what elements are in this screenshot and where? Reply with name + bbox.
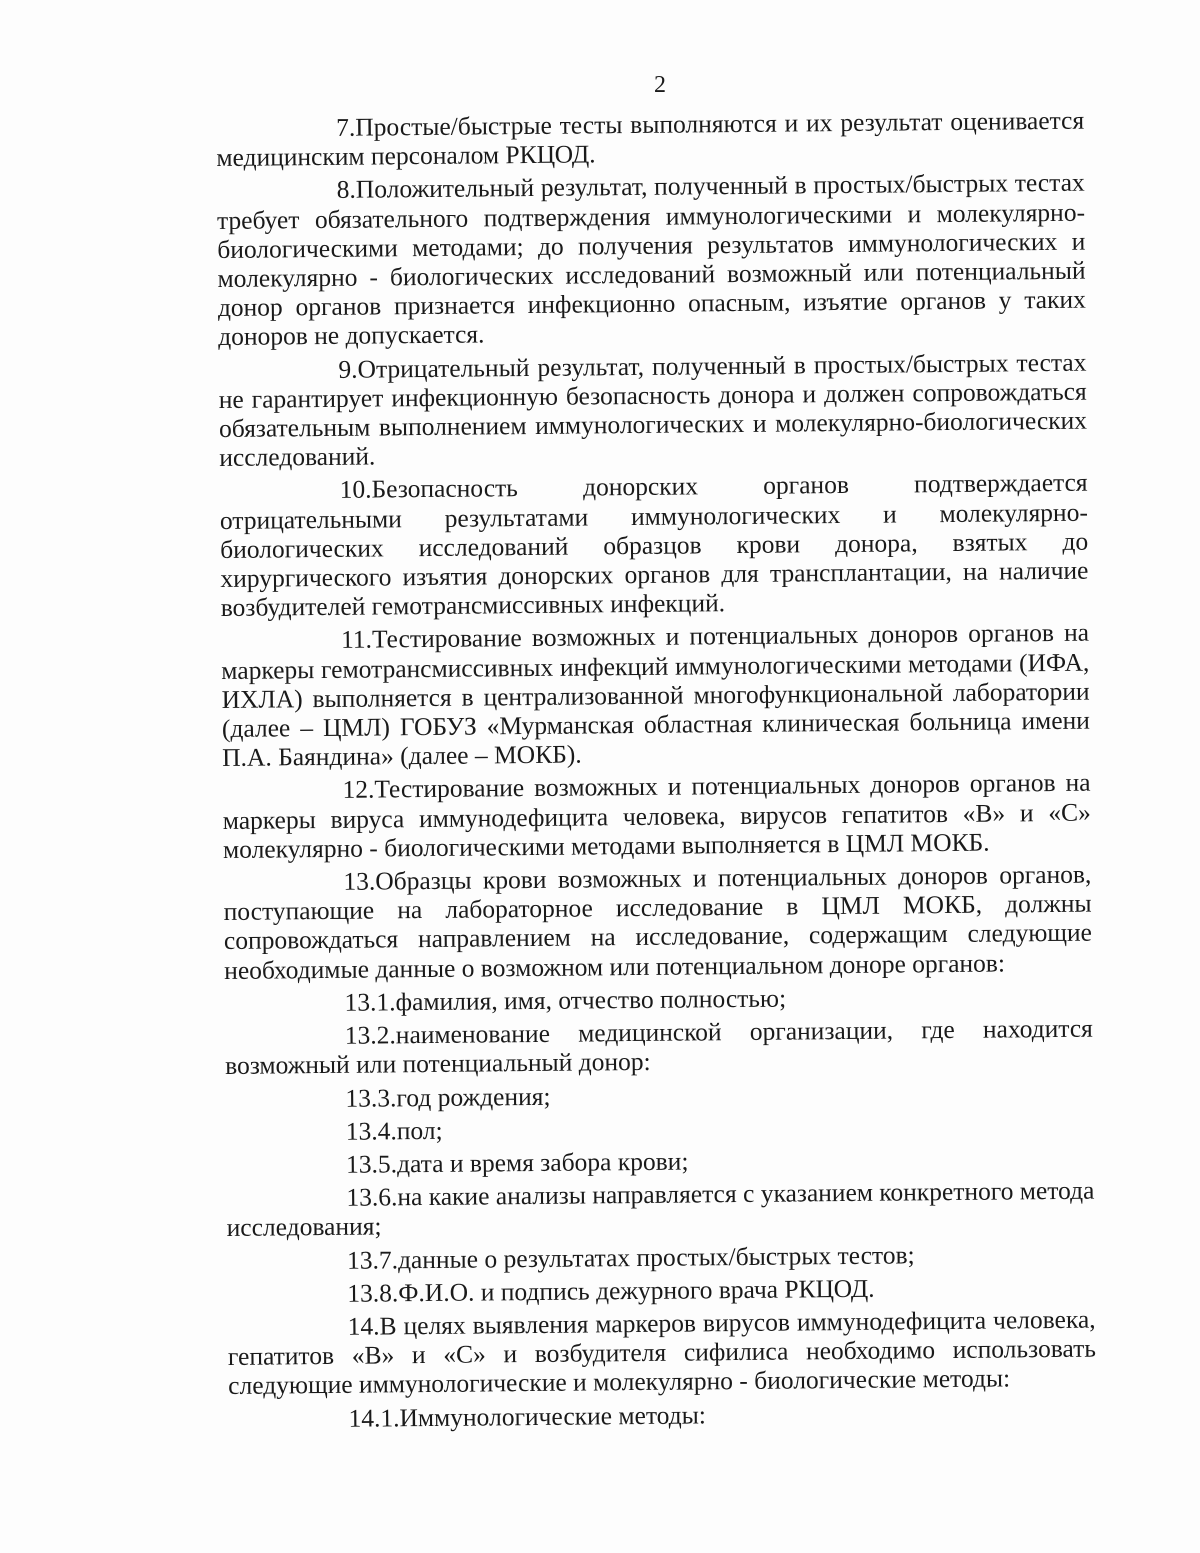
paragraph-13-5 xyxy=(226,1143,1094,1181)
paragraph-13-6 xyxy=(226,1176,1095,1243)
paragraph-number: 13.6. xyxy=(346,1182,398,1212)
paragraph-text: Простые/быстрые тесты выполняются и их результат оценивается медицинским персоналом РКЦОД. xyxy=(216,105,1085,173)
paragraph-text: на какие анализы направляется с указанием конкретного метода исследования; xyxy=(226,1175,1095,1243)
paragraph-number: 10. xyxy=(339,474,372,505)
paragraph-11 xyxy=(221,618,1090,772)
paragraph-13-1 xyxy=(224,981,1092,1019)
paragraph-13-4 xyxy=(226,1109,1094,1147)
paragraph-12 xyxy=(222,768,1091,864)
page-number: 2 xyxy=(654,72,666,98)
paragraph-number: 13.4. xyxy=(345,1116,397,1146)
paragraph-text: Безопасность донорских органов подтверждается отрицательными результатами иммунологических и молекулярно-биологических исследований образцов крови донора, взятых до хирургического изъятия донорских органов для трансплантации, на наличие возбудителей гемотрансмиссивных инфекций. xyxy=(219,468,1089,623)
paragraph-text: дата и время забора крови; xyxy=(396,1146,689,1179)
paragraph-text: Положительный результат, полученный в простых/быстрых тестах требует обязательного подтверждения иммунологическими и молекулярно-биологическими методами; до получения результатов иммунологических и молекулярно - биологических исследований возможный или потенциальный донор органов признается инфекционно опасным, изъятие органов у таких доноров не допускается. xyxy=(216,168,1086,352)
paragraph-7 xyxy=(216,106,1085,173)
paragraph-number: 8. xyxy=(336,175,356,205)
paragraph-number: 14. xyxy=(347,1311,380,1341)
paragraph-8 xyxy=(217,168,1087,352)
paragraph-number: 13.1. xyxy=(344,987,396,1017)
paragraph-text: В целях выявления маркеров вирусов иммунодефицита человека, гепатитов «В» и «С» и возбудителя сифилиса необходимо использовать следующие иммунологические и молекулярно - биологические методы: xyxy=(227,1304,1097,1401)
paragraph-number: 13.8. xyxy=(347,1278,399,1308)
paragraph-number: 13.5. xyxy=(345,1149,398,1179)
paragraph-9 xyxy=(218,347,1087,472)
paragraph-13-2 xyxy=(225,1014,1094,1081)
paragraph-text: наименование медицинской организации, где находится возможный или потенциальный донор: xyxy=(224,1013,1093,1081)
document-body xyxy=(216,106,1097,1438)
paragraph-number: 13.2. xyxy=(344,1020,396,1050)
paragraph-number: 14.1. xyxy=(348,1402,400,1433)
paragraph-13-3 xyxy=(225,1076,1093,1114)
paragraph-text: Ф.И.О. и подпись дежурного врача РКЦОД. xyxy=(398,1273,875,1308)
paragraph-text: данные о результатах простых/быстрых тестов; xyxy=(397,1239,915,1274)
paragraph-13-7 xyxy=(227,1238,1095,1276)
paragraph-number: 11. xyxy=(340,624,373,655)
paragraph-number: 13.3. xyxy=(345,1082,397,1113)
paragraph-number: 13. xyxy=(343,866,376,896)
paragraph-number: 13.7. xyxy=(346,1244,399,1275)
paragraph-13-8 xyxy=(227,1271,1095,1309)
paragraph-text: Образцы крови возможных и потенциальных доноров органов, поступающие на лабораторное исследование в ЦМЛ МОКБ, должны сопровождаться направлением на исследование, содержащим следующие необходимые данные о возможном или потенциальном доноре органов: xyxy=(223,859,1093,985)
paragraph-number: 7. xyxy=(335,112,356,142)
paragraph-number: 9. xyxy=(338,354,358,384)
paragraph-text: год рождения; xyxy=(396,1081,551,1112)
paragraph-14-1 xyxy=(228,1396,1096,1434)
paragraph-13 xyxy=(223,860,1092,985)
paragraph-10 xyxy=(219,468,1088,622)
paragraph-text: Тестирование возможных и потенциальных доноров органов на маркеры вируса иммунодефицита человека, вирусов гепатитов «В» и «С» молекулярно - биологическими методами выполняется в ЦМЛ МОКБ. xyxy=(222,768,1091,864)
paragraph-14 xyxy=(228,1305,1097,1401)
paragraph-text: фамилия, имя, отчество полностью; xyxy=(395,983,787,1017)
paragraph-text: Иммунологические методы: xyxy=(399,1399,707,1432)
paragraph-text: Отрицательный результат, полученный в простых/быстрых тестах не гарантирует инфекционную безопасность донора и должен сопровождаться обязательным выполнением иммунологических и молекулярно-биологических исследований. xyxy=(218,347,1088,473)
paragraph-number: 12. xyxy=(342,774,375,805)
paragraph-text: пол; xyxy=(396,1115,443,1146)
paragraph-text: Тестирование возможных и потенциальных доноров органов на маркеры гемотрансмиссивных инфекций иммунологическими методами (ИФА, ИХЛА) выполняется в централизованной многофункциональной лаборатории (далее – ЦМЛ) ГОБУЗ «Мурманская областная клиническая больница имени П.А. Баяндина» (далее – МОКБ). xyxy=(221,618,1090,773)
